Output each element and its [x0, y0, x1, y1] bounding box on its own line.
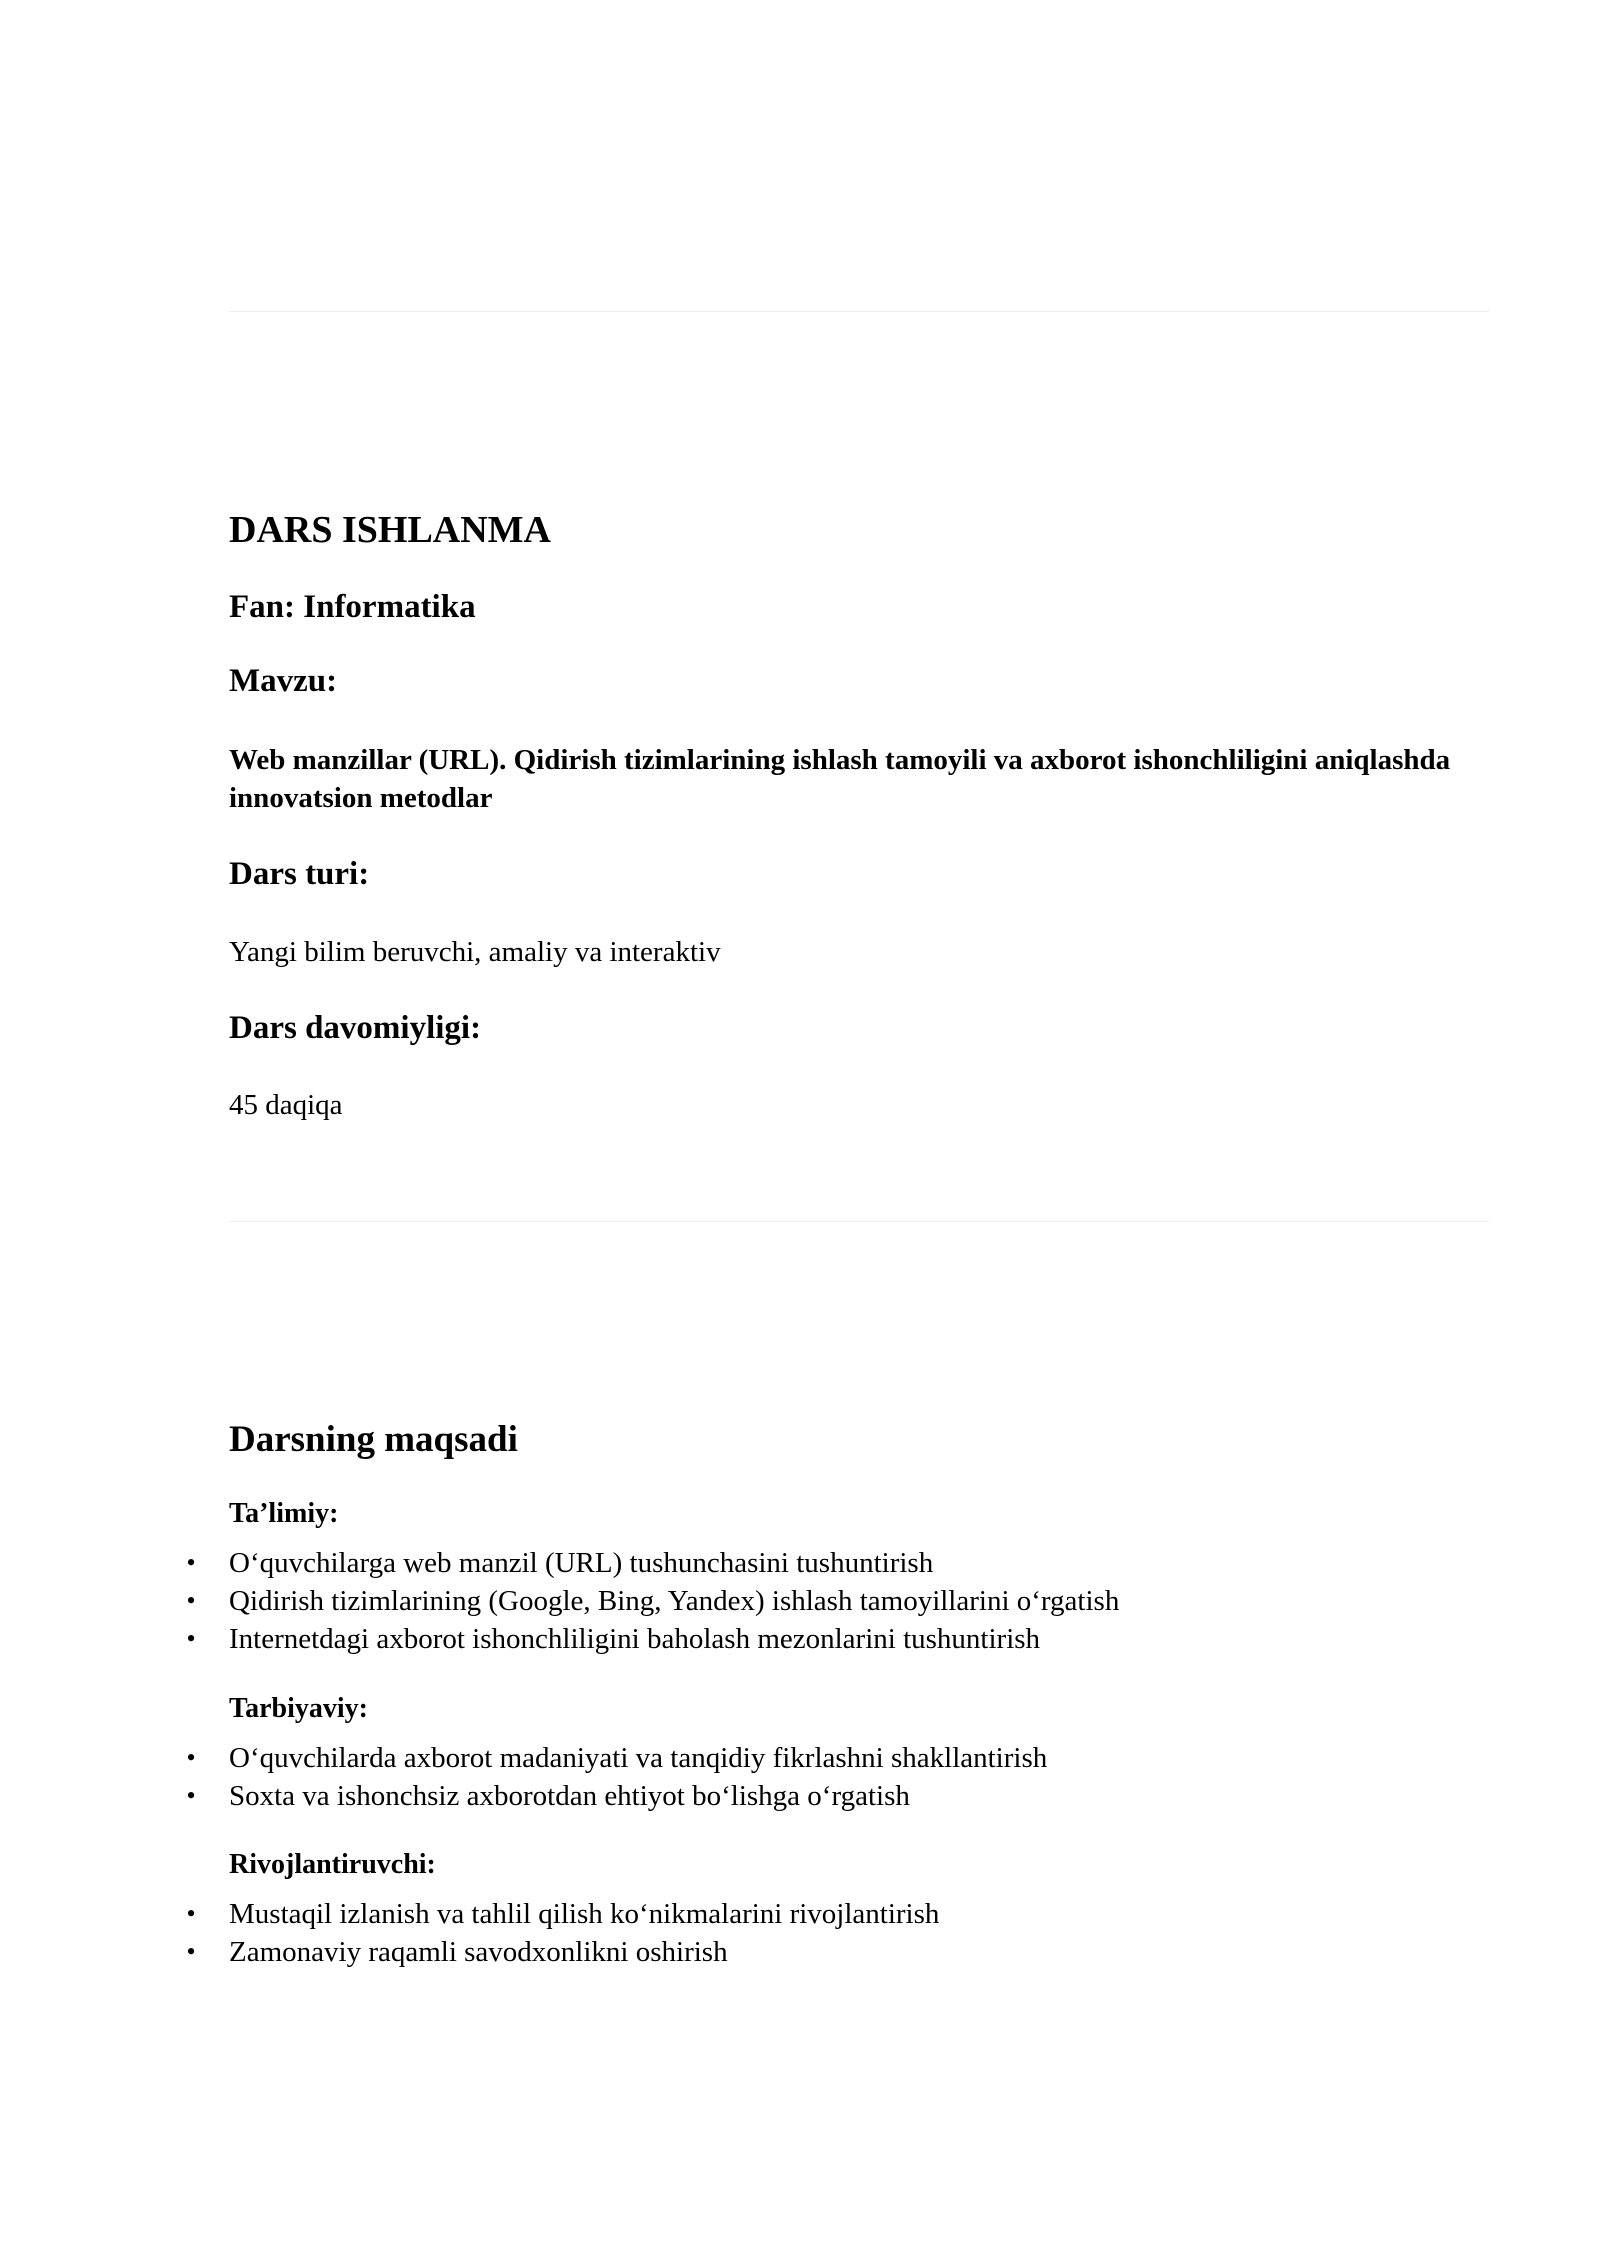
topic-label: Mavzu:	[229, 663, 338, 699]
list-item-text: Internetdagi axborot ishonchliligini baholash mezonlarini tushuntirish	[229, 1623, 1041, 1655]
goal-list-upbringing	[186, 1739, 1048, 1815]
bullet-icon: •	[186, 1781, 196, 1810]
list-item	[186, 1895, 940, 1933]
goal-list-educational	[186, 1544, 1120, 1658]
topic-text: Web manzillar (URL). Qidirish tizimlarining ishlash tamoyili va axborot ishonchliligini aniqlashda innovatsion metodlar	[229, 744, 1451, 814]
duration-value: 45 daqiqa	[229, 1089, 343, 1121]
list-item	[186, 1739, 1048, 1777]
list-item	[186, 1777, 1047, 1815]
list-item	[186, 1544, 1119, 1582]
bullet-icon: •	[186, 1548, 196, 1577]
middle-divider	[229, 1221, 1489, 1222]
list-item-text: Soxta va ishonchsiz axborotdan ehtiyot bo‘lishga o‘rgatish	[229, 1780, 910, 1812]
goals-heading: Darsning maqsadi	[229, 1419, 518, 1460]
lesson-type-label: Dars turi:	[229, 856, 370, 892]
document-title: DARS ISHLANMA	[229, 509, 551, 551]
list-item-text: Zamonaviy raqamli savodxonlikni oshirish	[229, 1936, 728, 1968]
list-item	[186, 1933, 939, 1971]
goal-section-label-upbringing: Tarbiyaviy:	[229, 1693, 368, 1724]
goal-section-label-educational: Ta’limiy:	[229, 1498, 339, 1529]
list-item-text: Qidirish tizimlarining (Google, Bing, Yandex) ishlash tamoyillarini o‘rgatish	[229, 1585, 1120, 1617]
bullet-icon: •	[186, 1899, 196, 1928]
list-item	[186, 1620, 1119, 1658]
duration-label: Dars davomiyligi:	[229, 1010, 482, 1046]
top-divider	[229, 311, 1489, 312]
goal-section-label-developmental: Rivojlantiruvchi:	[229, 1849, 436, 1880]
list-item-text: O‘quvchilarda axborot madaniyati va tanqidiy fikrlashni shakllantirish	[229, 1742, 1048, 1774]
bullet-icon: •	[186, 1586, 196, 1615]
goal-list-developmental	[186, 1895, 940, 1971]
list-item-text: Mustaqil izlanish va tahlil qilish ko‘nikmalarini rivojlantirish	[229, 1898, 940, 1930]
list-item-text: O‘quvchilarga web manzil (URL) tushunchasini tushuntirish	[229, 1547, 934, 1579]
bullet-icon: •	[186, 1937, 196, 1966]
lesson-type-value: Yangi bilim beruvchi, amaliy va interaktiv	[229, 936, 721, 968]
subject-line: Fan: Informatika	[229, 589, 476, 625]
bullet-icon: •	[186, 1624, 196, 1653]
bullet-icon: •	[186, 1743, 196, 1772]
list-item	[186, 1582, 1120, 1620]
